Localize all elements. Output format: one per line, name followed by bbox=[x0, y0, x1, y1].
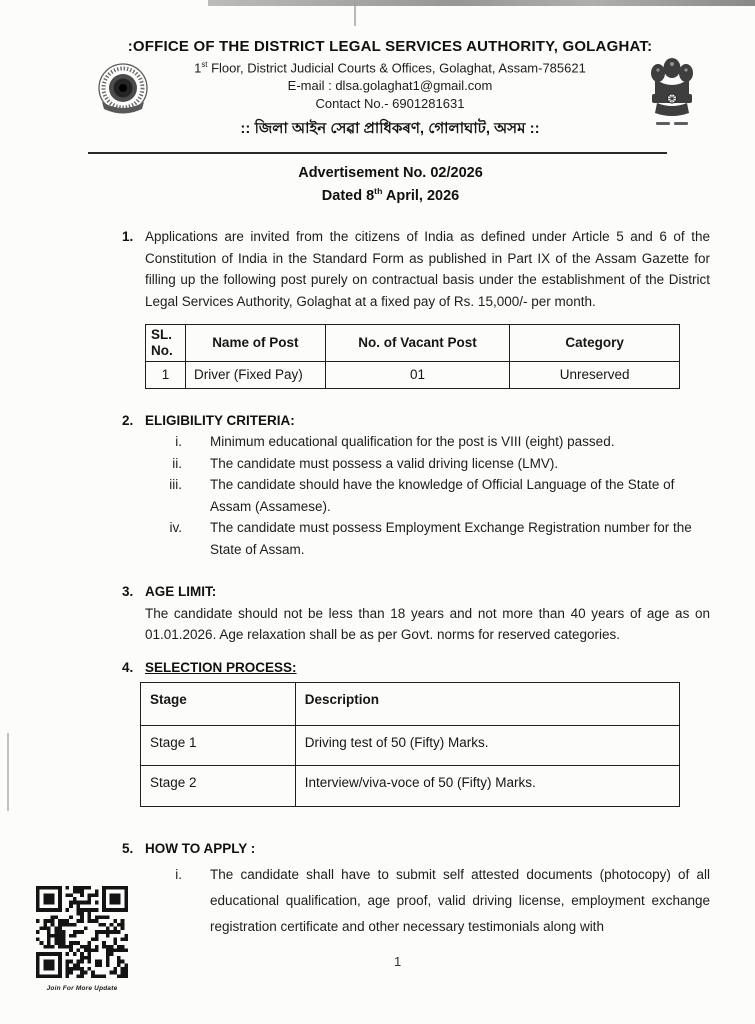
roman-numeral: i. bbox=[175, 434, 182, 450]
section-1-applications bbox=[122, 226, 710, 312]
address-number: 1 bbox=[194, 60, 202, 76]
section-number: 4. bbox=[122, 659, 134, 675]
qr-code-icon bbox=[36, 886, 128, 978]
roman-numeral: i. bbox=[175, 867, 182, 883]
section-number: 1. bbox=[122, 229, 134, 245]
roman-numeral: iv. bbox=[169, 520, 182, 536]
office-title-assamese: :: জিলা আইন সেৱা প্ৰাধিকৰণ, গোলাঘাট, অসম :: bbox=[240, 120, 540, 138]
eligibility-text: The candidate should have the knowledge of Official Language of the State of Assam (Assamese). bbox=[210, 477, 675, 514]
eligibility-item-iii bbox=[160, 474, 710, 517]
section-3-body bbox=[122, 603, 710, 646]
vacancy-table-header-row bbox=[146, 325, 680, 362]
header-divider bbox=[88, 152, 667, 154]
page-number: 1 bbox=[394, 954, 402, 969]
date-rest: April, 2026 bbox=[382, 188, 460, 205]
office-title: :OFFICE OF THE DISTRICT LEGAL SERVICES AUTHORITY, GOLAGHAT: bbox=[127, 38, 653, 55]
sl-line1: SL. bbox=[151, 327, 173, 343]
section-3-age-limit bbox=[122, 581, 710, 603]
roman-numeral: iii. bbox=[169, 477, 182, 493]
date-prefix: Dated 8 bbox=[321, 188, 375, 205]
cell-stage-2-description: Interview/viva-voce of 50 (Fifty) Marks. bbox=[295, 766, 679, 807]
section-2-title: ELIGIBILITY CRITERIA: bbox=[145, 412, 295, 428]
section-4-selection-process bbox=[122, 657, 710, 679]
section-number: 5. bbox=[122, 840, 134, 856]
address-ordinal: st bbox=[201, 60, 208, 69]
section-number: 2. bbox=[122, 412, 134, 428]
advertisement-heading bbox=[0, 164, 755, 205]
dlsa-seal-icon bbox=[96, 60, 150, 125]
sl-line2: No. bbox=[151, 343, 173, 359]
how-to-apply-item-i bbox=[160, 862, 710, 940]
selection-process-table bbox=[140, 682, 680, 807]
section-1-text: Applications are invited from the citizens of India as defined under Article 5 and 6 of the Constitution of India in the Standard Form as published in Part IX of the Assam Gazette for filling up the following post purely on contractual basis under the establishment of the District Legal Services Authority, Golaghat at a fixed pay of Rs. 15,000/- per month. bbox=[145, 229, 710, 309]
cell-stage-1: Stage 1 bbox=[141, 725, 296, 766]
qr-code-block bbox=[30, 886, 134, 992]
cell-stage-1-description: Driving test of 50 (Fifty) Marks. bbox=[295, 725, 679, 766]
selection-table-header-row bbox=[141, 683, 680, 726]
eligibility-text: Minimum educational qualification for the post is VIII (eight) passed. bbox=[210, 434, 615, 450]
selection-table-row-2 bbox=[141, 766, 680, 807]
section-5-how-to-apply bbox=[122, 838, 710, 860]
address-rest: Floor, District Judicial Courts & Offices, Golaghat, Assam-785621 bbox=[207, 60, 586, 76]
eligibility-item-ii bbox=[160, 453, 710, 475]
col-header-category: Category bbox=[510, 325, 680, 362]
how-to-apply-text: The candidate shall have to submit self attested documents (photocopy) of all educational qualification, age proof, valid driving license, employment exchange registration certificate and other necessary testimonials along with bbox=[210, 867, 710, 935]
col-header-name-of-post: Name of Post bbox=[185, 325, 325, 362]
qr-caption: Join For More Update bbox=[46, 985, 118, 992]
ashoka-emblem-icon bbox=[648, 56, 696, 135]
date-ordinal: th bbox=[374, 186, 383, 197]
cell-sl-no: 1 bbox=[146, 362, 186, 389]
letterhead bbox=[90, 0, 690, 142]
col-header-description: Description bbox=[295, 683, 679, 726]
eligibility-item-iv bbox=[160, 517, 710, 560]
section-3-title: AGE LIMIT: bbox=[145, 584, 217, 600]
document-body bbox=[122, 226, 710, 940]
cell-stage-2: Stage 2 bbox=[141, 766, 296, 807]
roman-numeral: ii. bbox=[172, 455, 182, 471]
col-header-stage: Stage bbox=[141, 683, 296, 726]
cell-category: Unreserved bbox=[510, 362, 680, 389]
eligibility-text: The candidate must possess a valid driving license (LMV). bbox=[210, 455, 559, 471]
section-2-eligibility bbox=[122, 410, 710, 432]
cell-vacant-count: 01 bbox=[325, 362, 510, 389]
col-header-sl-no bbox=[146, 325, 186, 362]
cell-post-name: Driver (Fixed Pay) bbox=[185, 362, 325, 389]
office-address bbox=[90, 60, 690, 75]
age-limit-text: The candidate should not be less than 18 years and not more than 40 years of age as on 01.01.2026. Age relaxation shall be as per Govt. norms for reserved categories. bbox=[145, 605, 710, 643]
indent-gutter bbox=[122, 603, 145, 646]
office-email: E-mail : dlsa.golaghat1@gmail.com bbox=[287, 78, 493, 94]
advertisement-date bbox=[26, 182, 755, 205]
section-4-title: SELECTION PROCESS: bbox=[145, 659, 297, 675]
office-contact: Contact No.- 6901281631 bbox=[315, 96, 465, 112]
section-number: 3. bbox=[122, 584, 134, 600]
section-5-title: HOW TO APPLY : bbox=[145, 840, 256, 856]
vacancy-table bbox=[145, 324, 680, 389]
scan-artifact-left-edge bbox=[7, 733, 9, 811]
selection-table-row-1 bbox=[141, 725, 680, 766]
eligibility-item-i bbox=[160, 431, 710, 453]
vacancy-table-row bbox=[146, 362, 680, 389]
col-header-vacant-post: No. of Vacant Post bbox=[325, 325, 510, 362]
eligibility-text: The candidate must possess Employment Exchange Registration number for the State of Assam. bbox=[210, 520, 692, 557]
advertisement-number: Advertisement No. 02/2026 bbox=[298, 165, 483, 182]
